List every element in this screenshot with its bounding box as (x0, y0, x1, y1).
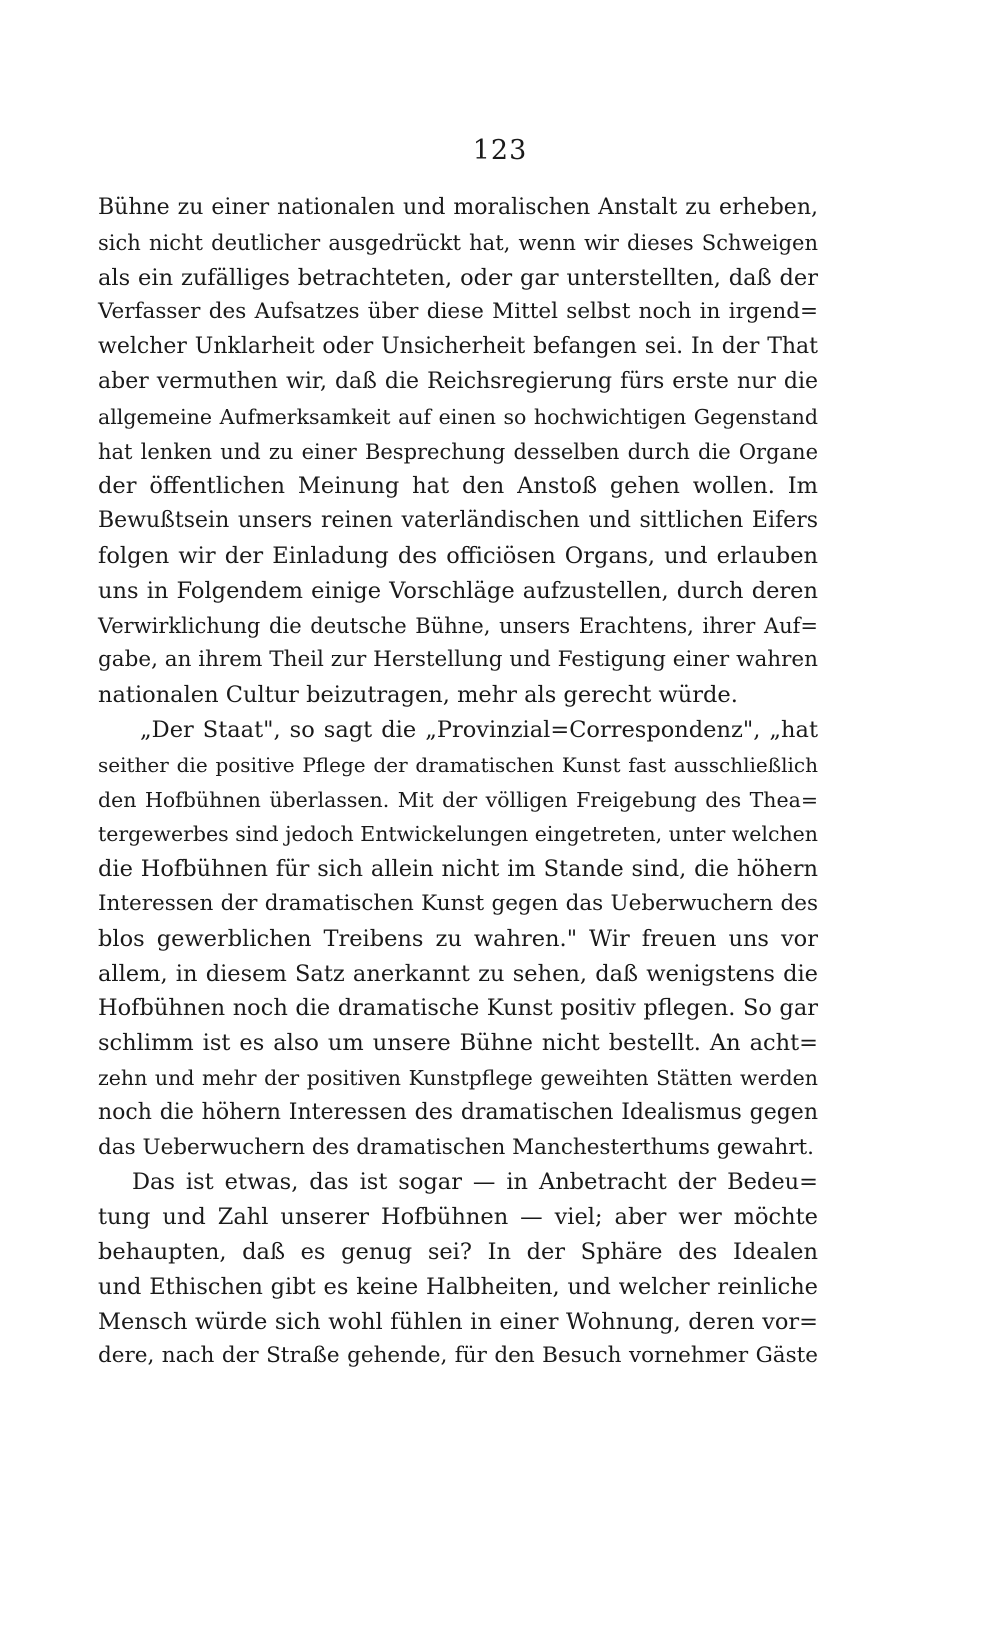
text-line: tung und Zahl unserer Hofbühnen — viel; aber wer möchte (98, 1204, 818, 1231)
text-line: nationalen Cultur beizutragen, mehr als gerecht würde. (98, 682, 738, 709)
text-line: Mensch würde sich wohl fühlen in einer Wohnung, deren vor= (98, 1308, 818, 1335)
text-line: der öffentlichen Meinung hat den Anstoß gehen wollen. Im (98, 473, 818, 500)
text-line: uns in Folgendem einige Vorschläge aufzustellen, durch deren (98, 577, 818, 604)
text-line: seither die positive Pflege der dramatischen Kunst fast ausschließlich (98, 752, 818, 777)
text-line: gabe, an ihrem Theil zur Herstellung und Festigung einer wahren (98, 647, 818, 673)
text-line: aber vermuthen wir, daß die Reichsregierung fürs erste nur die (98, 368, 818, 394)
text-line: Verwirklichung die deutsche Bühne, unsers Erachtens, ihrer Auf= (98, 613, 818, 638)
text-line: hat lenken und zu einer Besprechung desselben durch die Organe (98, 439, 818, 464)
text-line: Bühne zu einer nationalen und moralischen Anstalt zu erheben, (98, 195, 818, 220)
text-line: noch die höhern Interessen des dramatischen Idealismus gegen (98, 1099, 818, 1125)
text-line: blos gewerblichen Treibens zu wahren." Wir freuen uns vor (98, 925, 818, 952)
text-line: das Ueberwuchern des dramatischen Manchesterthums gewahrt. (98, 1134, 814, 1160)
text-line: als ein zufälliges betrachteten, oder gar unterstellten, daß der (98, 264, 818, 291)
text-line: Interessen der dramatischen Kunst gegen das Ueberwuchern des (98, 890, 818, 916)
text-line: Bewußtsein unsers reinen vaterländischen und sittlichen Eifers (98, 508, 818, 534)
text-line: allem, in diesem Satz anerkannt zu sehen, daß wenigstens die (98, 960, 818, 987)
text-line: den Hofbühnen überlassen. Mit der völligen Freigebung des Thea= (98, 787, 818, 812)
text-line: welcher Unklarheit oder Unsicherheit befangen sei. In der That (98, 334, 818, 360)
text-line: dere, nach der Straße gehende, für den Besuch vornehmer Gäste (98, 1343, 818, 1369)
text-line: Das ist etwas, das ist sogar — in Anbetracht der Bedeu= (132, 1169, 818, 1196)
body-text (98, 191, 818, 1374)
text-line: „Der Staat", so sagt die „Provinzial=Correspondenz", „hat (140, 716, 818, 743)
text-line: allgemeine Aufmerksamkeit auf einen so hochwichtigen Gegenstand (98, 404, 818, 429)
text-line: behaupten, daß es genug sei? In der Sphäre des Idealen (98, 1238, 818, 1265)
text-line: die Hofbühnen für sich allein nicht im Stande sind, die höhern (98, 856, 818, 883)
text-line: zehn und mehr der positiven Kunstpflege geweihten Stätten werden (98, 1065, 818, 1090)
text-line: Hofbühnen noch die dramatische Kunst positiv pflegen. So gar (98, 995, 818, 1022)
page-number: 123 (472, 135, 528, 166)
text-line: sich nicht deutlicher ausgedrückt hat, wenn wir dieses Schweigen (98, 230, 818, 255)
text-line: folgen wir der Einladung des officiösen Organs, und erlauben (98, 542, 818, 569)
text-line: tergewerbes sind jedoch Entwickelungen eingetreten, unter welchen (98, 822, 819, 847)
text-line: schlimm ist es also um unsere Bühne nicht bestellt. An acht= (98, 1030, 818, 1057)
text-line: und Ethischen gibt es keine Halbheiten, und welcher reinliche (98, 1273, 818, 1300)
text-line: Verfasser des Aufsatzes über diese Mittel selbst noch in irgend= (98, 299, 818, 325)
